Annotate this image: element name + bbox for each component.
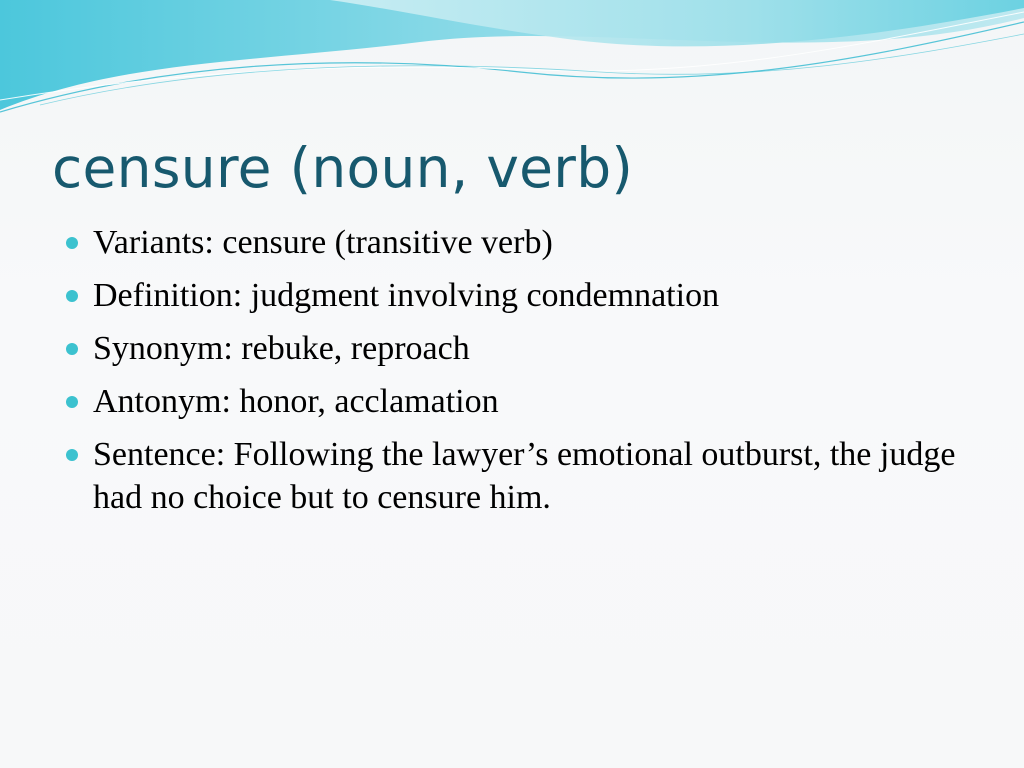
bullet-text: Synonym: rebuke, reproach [93,330,470,367]
bullet-dot-icon [66,396,78,408]
bullet-item [66,221,966,264]
bullet-item [66,274,966,317]
bullet-dot-icon [66,237,78,249]
bullet-dot-icon [66,343,78,355]
bullet-item [66,433,966,519]
bullet-dot-icon [66,290,78,302]
bullet-item [66,327,966,370]
header-wave-decoration [0,0,1024,120]
bullet-text: Variants: censure (transitive verb) [93,224,553,261]
bullet-text: Antonym: honor, acclamation [93,383,499,420]
bullet-item [66,380,966,423]
bullet-text: Sentence: Following the lawyer’s emotional outburst, the judge had no choice but to censure him. [93,436,956,516]
bullet-text: Definition: judgment involving condemnation [93,277,720,314]
bullet-list [66,221,966,529]
slide-title: censure (noun, verb) [52,136,634,200]
bullet-dot-icon [66,449,78,461]
